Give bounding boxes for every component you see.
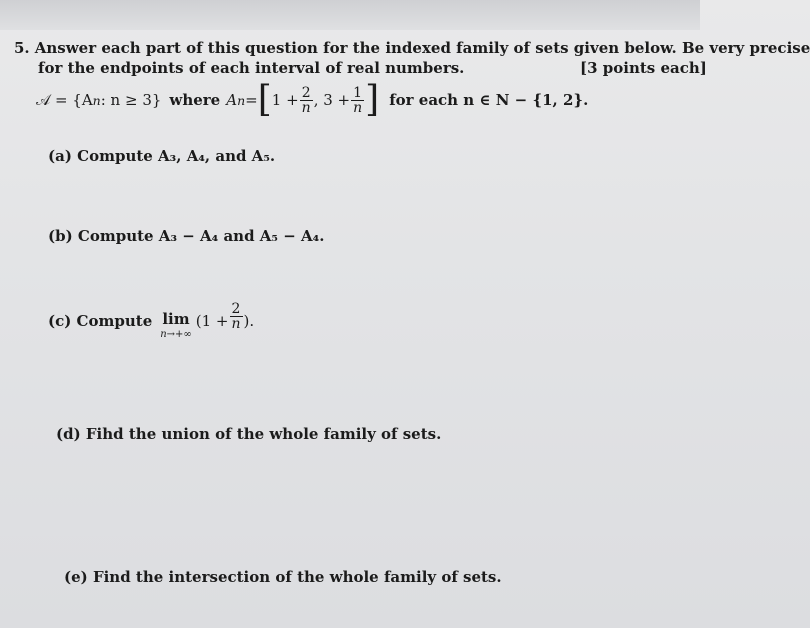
points-label: [3 points each] (580, 59, 707, 77)
question-instructions-line-1: Answer each part of this question for the indexed family of sets given below. Be very precise (34, 39, 810, 57)
family-symbol: 𝒜 = {A (36, 91, 93, 109)
fraction-two-over-n-limit: $\frac{2}{n}$ (231, 301, 241, 332)
left-bracket: [ (257, 79, 272, 120)
family-definition: 𝒜 = {A n : n ≥ 3} where A n = [ 1 + $\frac{2}{n}$ , 3 + $\frac{1}{n}$ ] for each n ∈ N − {1, 2}. (36, 79, 589, 120)
for-each-clause: for each n ∈ N − {1, 2}. (389, 91, 589, 109)
fraction-two-over-n: $\frac{2}{n}$ (301, 84, 311, 116)
fraction-one-over-n: $\frac{1}{n}$ (353, 84, 363, 116)
question-line-2 (38, 58, 464, 77)
part-c: (c) Compute lim n→+∞ (1 + $\frac{2}{n}$ ). (48, 301, 255, 340)
where-word: where (169, 91, 221, 109)
part-e: (e) Find the intersection of the whole family of sets. (64, 568, 502, 586)
part-b: (b) Compute A₃ − A₄ and A₅ − A₄. (48, 227, 325, 245)
limit-operator: lim n→+∞ (160, 310, 192, 340)
part-d: (d) Fihd the union of the whole family of sets. (56, 425, 442, 443)
question-number: 5. (14, 39, 30, 57)
part-a: (a) Compute A₃, A₄, and A₅. (48, 147, 276, 165)
question-instructions-line-2: for the endpoints of each interval of real numbers. (38, 59, 465, 77)
question-line-1 (14, 38, 810, 57)
right-bracket: ] (365, 79, 380, 120)
